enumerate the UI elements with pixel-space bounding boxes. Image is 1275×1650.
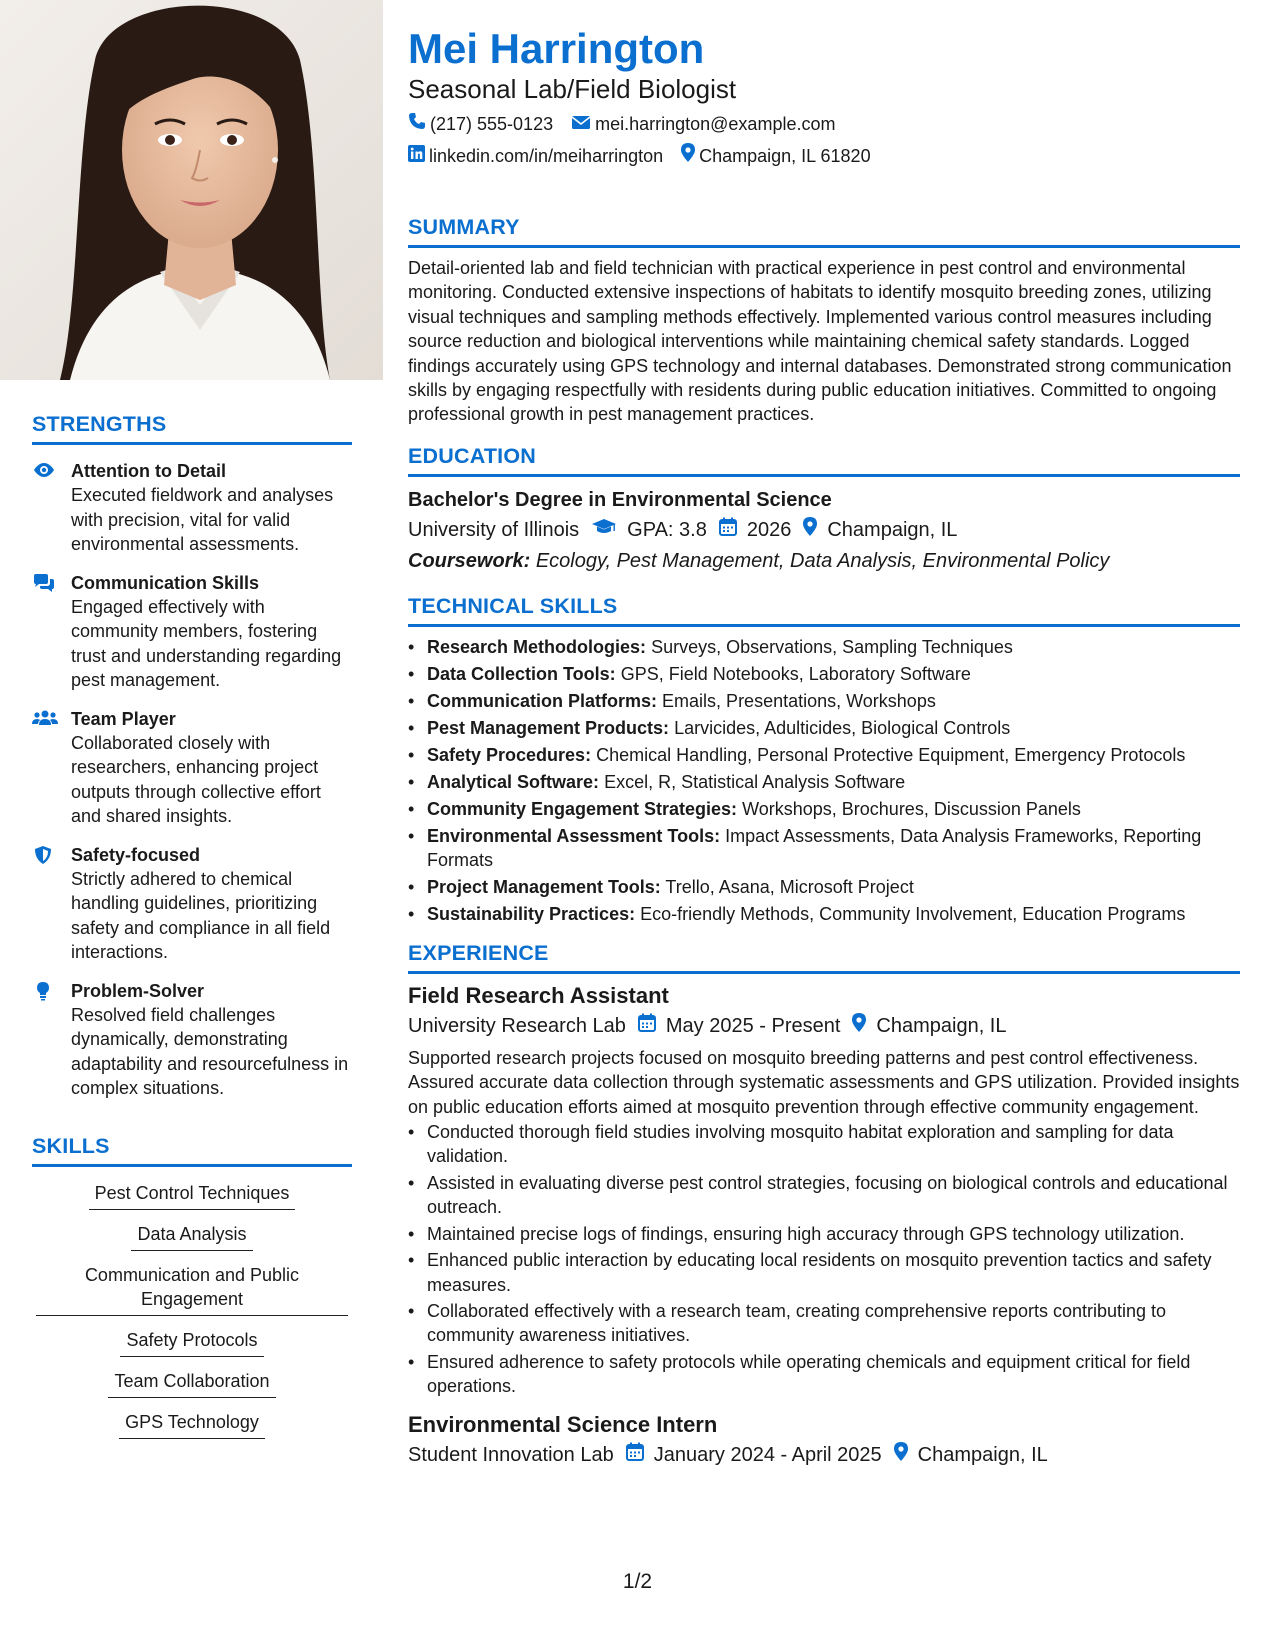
list-item [408,824,1240,872]
skill-label: Environmental Assessment Tools: [427,825,721,846]
skill-label: Sustainability Practices: [427,903,636,924]
skill-value: Emails, Presentations, Workshops [662,690,936,711]
list-item [408,716,1240,740]
envelope-icon [571,112,595,136]
strength-title: Attention to Detail [71,461,226,481]
skill-value: GPS, Field Notebooks, Laboratory Software [620,663,971,684]
skills-heading: SKILLS [32,1134,352,1167]
skills-section [32,1134,352,1449]
candidate-name: Mei Harrington [408,25,705,72]
skill-value: Chemical Handling, Personal Protective Equipment, Emergency Protocols [596,744,1186,765]
strengths-section [32,412,352,1101]
job-meta [408,1012,1240,1040]
coursework-label: Coursework: [408,549,531,572]
list-item [408,770,1240,794]
skill-value: Surveys, Observations, Sampling Techniques [651,636,1013,657]
strengths-heading: STRENGTHS [32,412,352,445]
strength-title: Team Player [71,708,176,729]
job-title: Environmental Science Intern [408,1411,718,1437]
coursework-list: Ecology, Pest Management, Data Analysis, Environmental Policy [535,549,1110,572]
education-location: Champaign, IL [827,518,958,541]
skill-item: Team Collaboration [108,1367,275,1398]
profile-photo [0,0,383,380]
skill-value: Excel, R, Statistical Analysis Software [604,771,906,792]
technical-skills-section [408,594,1240,926]
linkedin-text: linkedin.com/in/meiharrington [429,145,664,166]
strength-desc: Strictly adhered to chemical handling guidelines, prioritizing safety and compliance in all field interactions. [71,868,331,962]
calendar-icon [719,516,747,544]
list-item [408,662,1240,686]
strength-desc: Executed fieldwork and analyses with precision, vital for valid environmental assessments. [71,485,334,554]
list-item [408,902,1240,926]
map-pin-icon [852,1012,876,1040]
job-location: Champaign, IL [876,1014,1007,1037]
job-description: Supported research projects focused on mosquito breeding patterns and pest control effectiveness. Assured accurate data collection through systematic assessments and GPS utilization. Provided insights on public education efforts aimed at mosquito prevention through effective community engagement. [408,1047,1240,1117]
phone-text: (217) 555-0123 [430,114,554,134]
strength-title: Safety-focused [71,844,201,865]
education-meta [408,516,1240,544]
school-name: University of Illinois [408,518,580,541]
skill-item: Communication and Public Engagement [36,1261,348,1316]
skill-value: Trello, Asana, Microsoft Project [665,876,914,897]
job-title: Field Research Assistant [408,982,669,1008]
experience-section [408,941,1240,1469]
skill-label: Project Management Tools: [427,876,661,897]
linkedin-contact[interactable] [408,144,663,168]
comments-icon [32,573,56,593]
list-item [408,689,1240,713]
job-bullets [408,1120,1240,1398]
graduation-cap-icon [591,516,627,544]
list-item: • Ensured adherence to safety protocols while operating chemicals and equipment critical for field operations. [408,1350,1240,1399]
strength-title: Communication Skills [71,572,260,593]
skill-label: Pest Management Products: [427,717,670,738]
experience-heading: EXPERIENCE [408,941,1240,974]
page-number: 1/2 [622,1570,653,1593]
strength-item [32,843,352,965]
skill-item: Data Analysis [131,1220,252,1251]
skills-list [32,1179,352,1449]
skill-label: Data Collection Tools: [427,663,616,684]
contact-row-2 [408,143,1240,168]
job-dates: May 2025 - Present [665,1014,841,1037]
list-item [408,743,1240,767]
graduation-year: 2026 [746,518,792,541]
list-item: • Assisted in evaluating diverse pest control strategies, focusing on biological controls and educational outreach. [408,1171,1240,1220]
technical-skills-list [408,635,1240,926]
map-pin-icon [803,516,827,544]
summary-heading: SUMMARY [408,215,1240,248]
phone-icon [408,112,430,136]
skill-label: Safety Procedures: [427,744,592,765]
strength-desc: Collaborated closely with researchers, enhancing project outputs through collective effort and shared insights. [71,732,321,826]
location-contact [681,143,870,168]
summary-text: Detail-oriented lab and field technician with practical experience in pest control and environmental monitoring. Conducted extensive inspections of habitats to identify mosquito breeding zones, utilizing visual techniques and sampling methods effectively. Implemented various control measures including source reduction and biological interventions while maintaining chemical safety standards. Logged findings accurately using GPS technology and internal databases. Demonstrated strong communication skills by engaging respectfully with residents during public education initiatives. Committed to ongoing professional growth in pest management practices. [408,258,1232,425]
skill-label: Community Engagement Strategies: [427,798,738,819]
list-item [408,635,1240,659]
degree-title: Bachelor's Degree in Environmental Science [408,488,832,511]
contact-row [408,112,1240,136]
candidate-headline: Seasonal Lab/Field Biologist [408,74,737,104]
right-column [408,0,1240,1469]
strength-item [32,979,352,1101]
job-entry [408,982,1240,1399]
lightbulb-icon [32,981,56,1001]
email-text: mei.harrington@example.com [595,114,836,134]
skill-item: GPS Technology [119,1408,265,1439]
list-item [408,797,1240,821]
strength-desc: Engaged effectively with community members, fostering trust and understanding regarding pest management. [71,596,342,690]
calendar-icon [626,1441,654,1469]
map-pin-icon [894,1441,918,1469]
list-item: • Maintained precise logs of findings, ensuring high accuracy through GPS technology utilization. [408,1222,1240,1246]
strength-desc: Resolved field challenges dynamically, demonstrating adaptability and resourcefulness in complex situations. [71,1004,349,1098]
strength-title: Problem-Solver [71,980,205,1001]
coursework [408,547,1240,575]
job-meta [408,1441,1240,1469]
skill-value: Eco-friendly Methods, Community Involvement, Education Programs [640,903,1186,924]
strength-item [32,459,352,557]
skill-value: Impact Assessments, Data Analysis Frameworks, Reporting Formats [427,825,1202,870]
job-org: University Research Lab [408,1014,626,1037]
skill-item: Safety Protocols [120,1326,263,1357]
gpa-text: GPA: 3.8 [627,518,707,541]
strength-item [32,707,352,829]
job-dates: January 2024 - April 2025 [653,1443,882,1466]
strength-item [32,571,352,693]
shield-icon [32,845,56,865]
email-contact[interactable] [571,112,835,136]
left-column [0,0,383,1650]
linkedin-icon [408,144,429,168]
summary-section [408,215,1240,427]
education-section [408,444,1240,575]
job-entry [408,1411,1240,1469]
list-item [408,875,1240,899]
list-item: • Collaborated effectively with a research team, creating comprehensive reports contributing to community awareness initiatives. [408,1299,1240,1348]
phone-contact[interactable] [408,112,553,136]
map-pin-icon [681,143,699,168]
education-heading: EDUCATION [408,444,1240,477]
skill-label: Analytical Software: [427,771,600,792]
skill-value: Larvicides, Adulticides, Biological Controls [674,717,1011,738]
list-item: • Conducted thorough field studies involving mosquito habitat exploration and sampling for data validation. [408,1120,1240,1169]
skill-label: Communication Platforms: [427,690,658,711]
calendar-icon [638,1012,666,1040]
skill-label: Research Methodologies: [427,636,647,657]
technical-skills-heading: TECHNICAL SKILLS [408,594,1240,627]
users-icon [32,709,56,729]
skill-item: Pest Control Techniques [89,1179,296,1210]
job-org: Student Innovation Lab [408,1443,614,1466]
eye-icon [32,461,56,481]
job-location: Champaign, IL [917,1443,1048,1466]
location-text: Champaign, IL 61820 [699,145,871,166]
list-item: • Enhanced public interaction by educating local residents on mosquito prevention tactics and safety measures. [408,1248,1240,1297]
skill-value: Workshops, Brochures, Discussion Panels [742,798,1081,819]
